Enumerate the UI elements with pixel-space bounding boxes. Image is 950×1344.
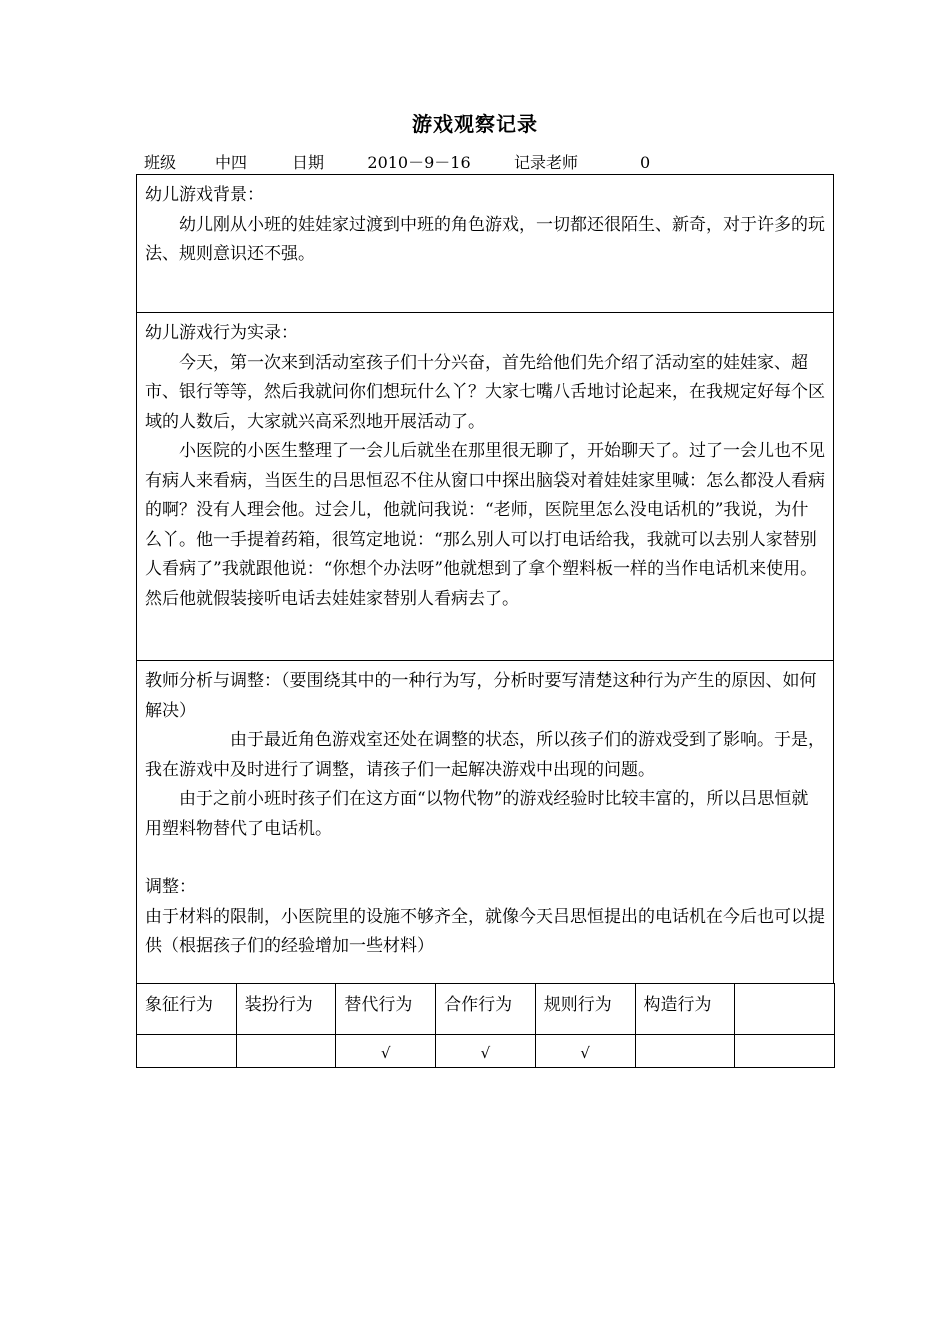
record-info-line (144, 152, 712, 174)
background-section (137, 175, 833, 313)
date-label: 日期 (292, 153, 325, 172)
behavior-type-header: 规则行为 (535, 984, 635, 1035)
record-table (136, 174, 834, 984)
background-heading: 幼儿游戏背景： (145, 185, 264, 205)
analysis-heading: 教师分析与调整：（要围绕其中的一种行为写，分析时要写清楚这种行为产生的原因、如何解决） (145, 671, 817, 721)
behavior-type-mark (635, 1035, 735, 1068)
adjust-heading: 调整： (145, 877, 196, 897)
behavior-type-mark: √ (535, 1035, 635, 1068)
teacher-value: 0 (578, 152, 712, 175)
behavior-type-mark: √ (336, 1035, 436, 1068)
behavior-paragraph-1: 今天，第一次来到活动室孩子们十分兴奋，首先给他们先介绍了活动室的娃娃家、超市、银行等等，然后我就问你们想玩什么丫？大家七嘴八舌地讨论起来，在我规定好每个区域的人数后，大家就兴高采烈地开展活动了。 (145, 352, 825, 432)
behavior-type-table (136, 983, 835, 1068)
behavior-type-header: 替代行为 (336, 984, 436, 1035)
class-label: 班级 (144, 153, 177, 172)
behavior-type-mark (137, 1035, 237, 1068)
analysis-paragraph-1: 由于最近角色游戏室还处在调整的状态，所以孩子们的游戏受到了影响。于是，我在游戏中及时进行了调整，请孩子们一起解决游戏中出现的问题。 (145, 730, 825, 780)
behavior-type-mark: √ (436, 1035, 536, 1068)
adjust-text: 由于材料的限制，小医院里的设施不够齐全，就像今天吕思恒提出的电话机在今后也可以提供（根据孩子们的经验增加一些材料） (145, 906, 825, 956)
behavior-type-header: 构造行为 (635, 984, 735, 1035)
behavior-type-mark (236, 1035, 336, 1068)
behavior-heading: 幼儿游戏行为实录： (145, 323, 298, 343)
analysis-section (137, 661, 833, 985)
page-title: 游戏观察记录 (412, 112, 538, 136)
behavior-type-header: 合作行为 (436, 984, 536, 1035)
behavior-type-mark (735, 1035, 835, 1068)
behavior-type-header: 装扮行为 (236, 984, 336, 1035)
behavior-record-section (137, 313, 833, 661)
behavior-paragraph-2: 小医院的小医生整理了一会儿后就坐在那里很无聊了，开始聊天了。过了一会儿也不见有病人来看病，当医生的吕思恒忍不住从窗口中探出脑袋对着娃娃家里喊：怎么都没人看病的啊？没有人理会他。过会儿，他就问我说：“老师，医院里怎么没电话机的”我说，为什么丫。他一手提着药箱，很笃定地说：“那么别人可以打电话给我，我就可以去别人家替别人看病了”我就跟他说：“你想个办法呀”他就想到了拿个塑料板一样的当作电话机来使用。然后他就假装接听电话去娃娃家替别人看病去了。 (145, 441, 825, 609)
behavior-type-header (735, 984, 835, 1035)
background-text: 幼儿刚从小班的娃娃家过渡到中班的角色游戏，一切都还很陌生、新奇，对于许多的玩法、规则意识还不强。 (145, 214, 825, 264)
teacher-label: 记录老师 (514, 153, 579, 172)
analysis-paragraph-2: 由于之前小班时孩子们在这方面“以物代物”的游戏经验时比较丰富的，所以吕思恒就用塑料物替代了电话机。 (145, 789, 809, 839)
date-value: 2010－9－16 (324, 152, 514, 175)
class-value: 中四 (176, 152, 286, 175)
behavior-type-header: 象征行为 (137, 984, 237, 1035)
